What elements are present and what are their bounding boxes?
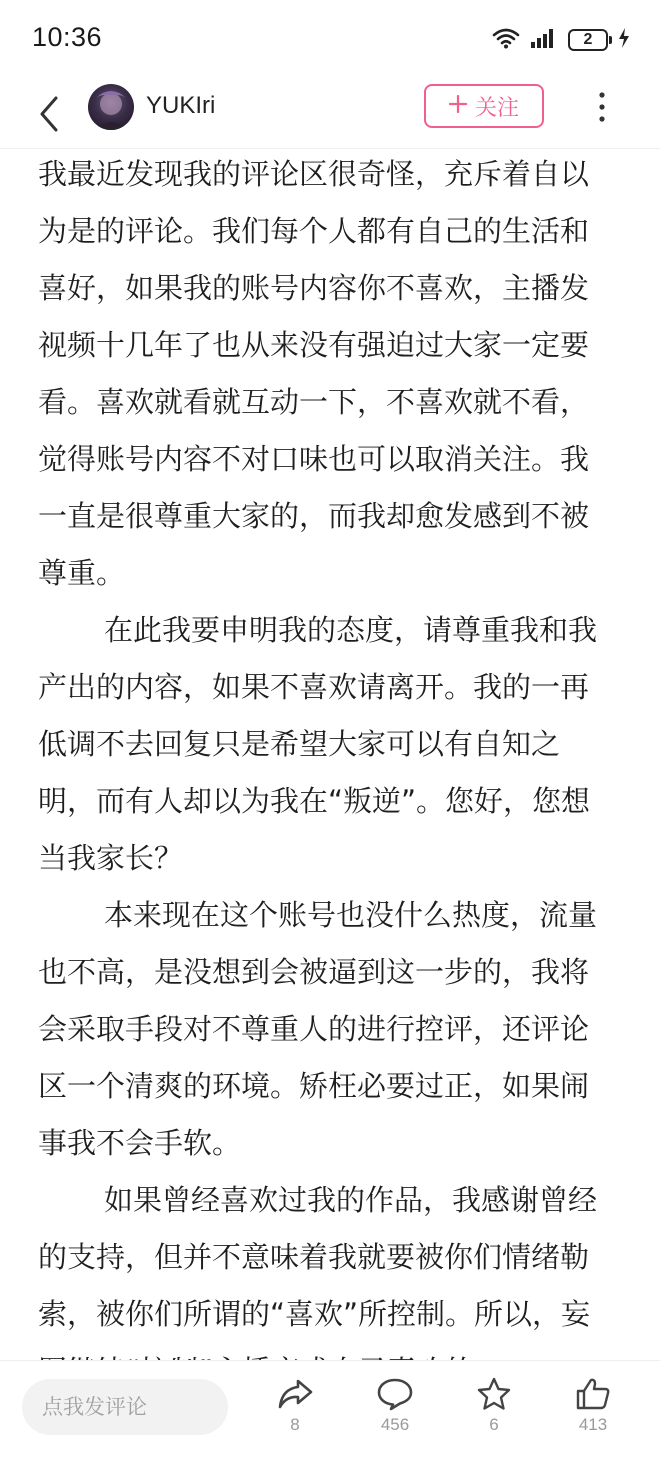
status-icons: [492, 26, 630, 54]
battery-icon: 2: [568, 29, 608, 51]
wifi-icon: [492, 27, 520, 53]
follow-button[interactable]: [424, 84, 544, 128]
more-vertical-icon[interactable]: [590, 90, 614, 124]
back-arrow-icon[interactable]: [30, 88, 70, 138]
favorite-button[interactable]: [459, 1377, 529, 1449]
plus-icon: [449, 94, 467, 119]
post-header: [0, 78, 660, 149]
paragraph: 在此我要申明我的态度，请尊重我和我产出的内容，如果不喜欢请离开。我的一再低调不去回复只是希望大家可以有自知之明，而有人却以为我在“叛逆”。您好，您想当我家长？: [38, 613, 598, 875]
bottom-action-bar: [0, 1360, 660, 1459]
status-bar: [0, 0, 660, 78]
like-button[interactable]: [558, 1377, 628, 1449]
like-count: 413: [578, 1415, 608, 1434]
share-button[interactable]: [260, 1377, 330, 1449]
star-icon: [459, 1377, 529, 1411]
follow-label: 关注: [474, 95, 519, 121]
status-time: 10:36: [32, 22, 103, 52]
paragraph: 如果曾经喜欢过我的作品，我感谢曾经的支持，但并不意味着我就要被你们情绪勒索，被你们所谓的“喜欢”所控制。所以，妄: [38, 1183, 598, 1331]
share-icon: [260, 1377, 330, 1411]
comment-button[interactable]: [360, 1377, 430, 1449]
avatar[interactable]: [88, 84, 134, 130]
comment-input[interactable]: [22, 1379, 228, 1435]
comment-count: 456: [380, 1415, 410, 1434]
charging-icon: [618, 27, 630, 53]
username[interactable]: YUKIri: [146, 92, 216, 119]
thumbs-up-icon: [558, 1377, 628, 1411]
signal-icon: [530, 27, 558, 53]
share-count: 8: [290, 1415, 300, 1434]
paragraph: 我最近发现我的评论区很奇怪，充斥着自以为是的评论。我们每个人都有自己的生活和喜好，如果我的账号内容你不喜欢，主播发视频十几年了也从来没有强迫过大家一定要看。喜欢就看就互动一下，不喜欢就不看，觉得账号内容不对口味也可以取消关注。我一直是很尊重大家的，而我却愈发感到不被尊重。: [38, 157, 590, 590]
post-content: [38, 146, 610, 1400]
paragraph: 本来现在这个账号也没什么热度，流量也不高，是没想到会被逼到这一步的，我将会采取手段对不尊重人的进行控评，还评论区一个清爽的环境。矫枉必要过正，如果闹事我不会手软。: [38, 898, 598, 1160]
favorite-count: 6: [489, 1415, 499, 1434]
comment-icon: [360, 1377, 430, 1411]
